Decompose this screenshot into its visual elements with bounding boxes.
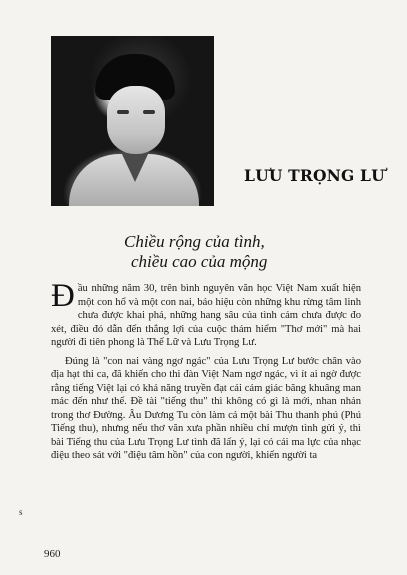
portrait-face [107, 86, 165, 154]
subtitle-line-2: chiều cao của mộng [131, 252, 268, 271]
margin-mark: s [19, 507, 23, 517]
subtitle-line-1: Chiều rộng của tình, [124, 232, 265, 251]
paragraph-2: Đúng là "con nai vàng ngơ ngác" của Lưu Trọng Lư bước chân vào địa hạt thi ca, đã khiến cho thi đàn Việt Nam ngơ ngác, vì ít ai ngờ được rằng tiếng Việt lại có khả năng truyền đạt cái cảm giác băng khuâng man mác đến như thế. Đề tài "tiếng thu" thì không có gì là mới, nhan nhản trong thơ Đường. Âu Dương Tu còn làm cả một bài Thu thanh phú (Phú Tiếng thu), nhưng nếu thơ văn xưa phần nhiều chỉ mượn tình gửi ý, thì bài Tiếng thu của Lưu Trọng Lư tình đã lấn ý, lại có cái ma lực của nhạc điệu theo sát với "điệu tâm hồn" của con người, khiến người ta [51, 355, 361, 461]
paragraph-1-text: ầu những năm 30, trên bình nguyên văn học Việt Nam xuất hiện một con hổ và một con nai, báo hiệu còn những khu rừng tâm linh chưa được khai phá, những hang sâu của tình cảm chưa được đo xét, điều đó dẫn đến thắng lợi của cuộc thám hiểm "Thơ mới" mà hai người đi tiên phong là Thế Lữ và Lưu Trọng Lư. [51, 283, 361, 348]
portrait-eye-right [143, 110, 155, 114]
page-number: 960 [44, 548, 61, 560]
author-portrait-photo [51, 36, 214, 206]
drop-cap: Đ [51, 278, 75, 314]
portrait-eye-left [117, 110, 129, 114]
author-name-heading: LƯU TRỌNG LƯ [244, 166, 385, 185]
paragraph-1 [51, 278, 361, 350]
body-text [51, 278, 361, 463]
